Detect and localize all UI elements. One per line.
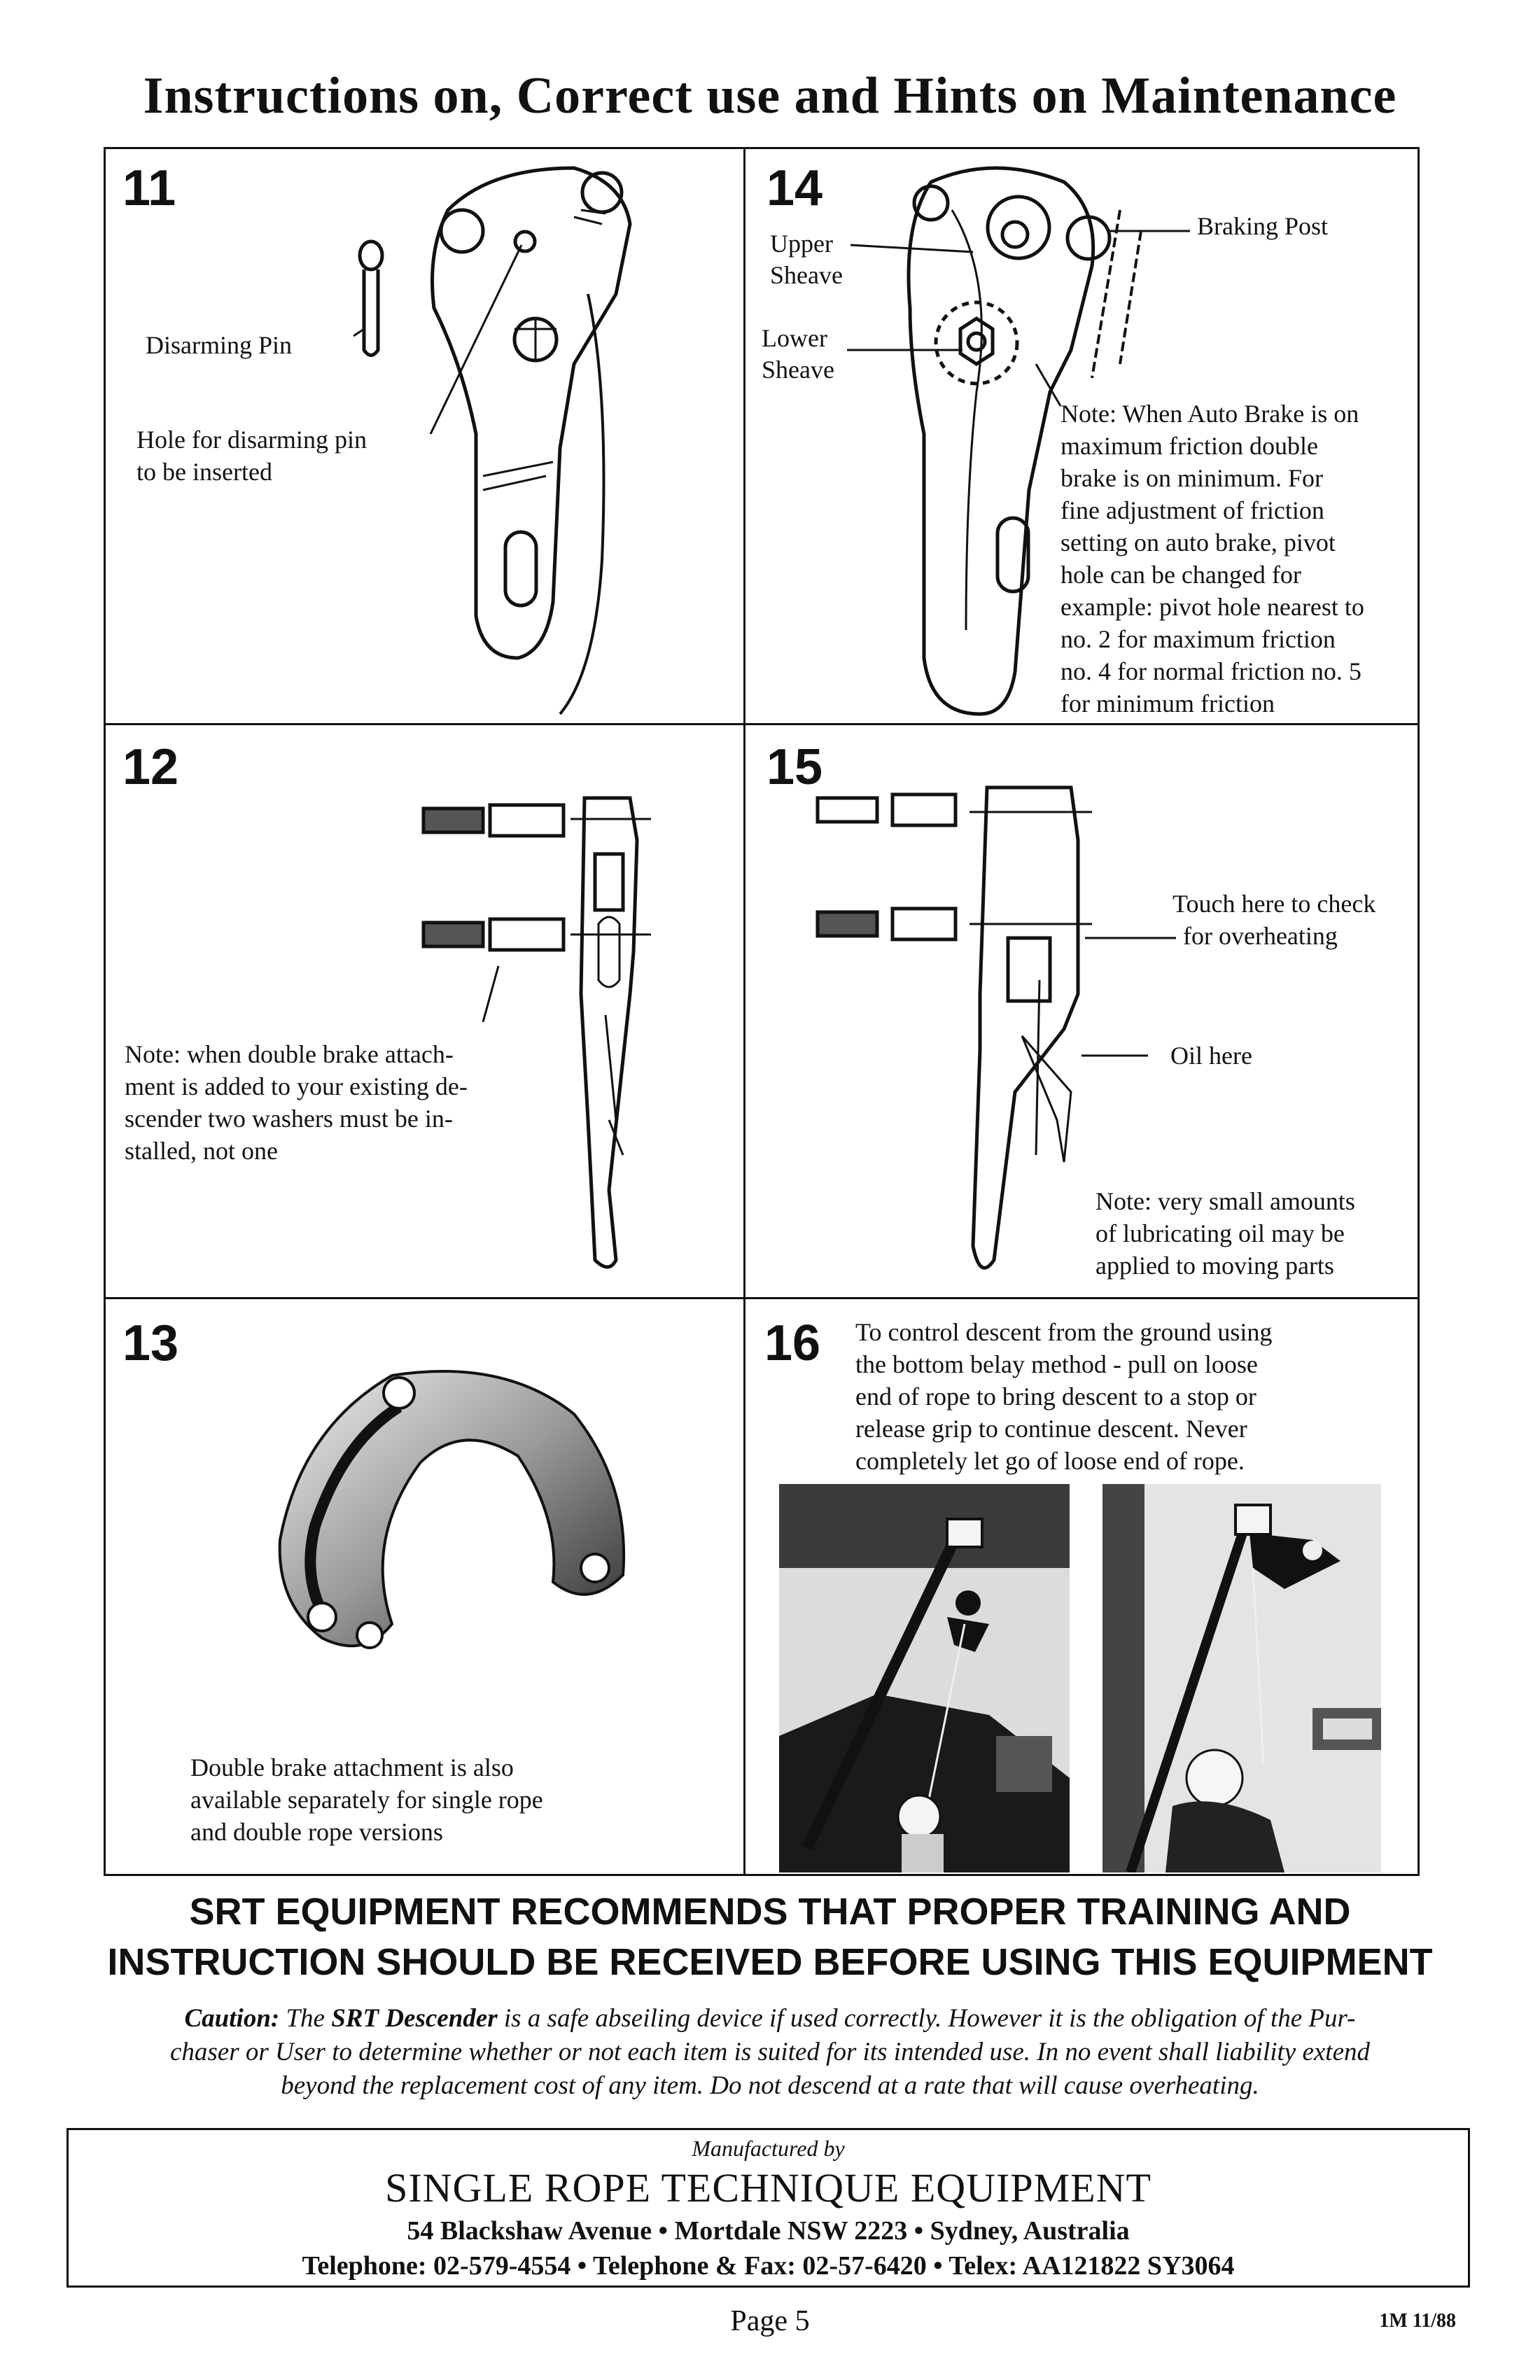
company-address: 54 Blackshaw Avenue • Mortdale NSW 2223 • Sydney, Australia bbox=[407, 2216, 1130, 2246]
note-line: of lubricating oil may be bbox=[1096, 1219, 1345, 1247]
training-recommendation bbox=[0, 1886, 1540, 1987]
note-line: Note: very small amounts bbox=[1096, 1187, 1355, 1215]
caption-line: available separately for single rope bbox=[190, 1786, 543, 1814]
panel-16-number: 16 bbox=[764, 1315, 821, 1371]
caution-line: chaser or User to determine whether or not each item is suited for its intended use. In no event shall liability extend bbox=[169, 2038, 1371, 2066]
label-hole-disarming-pin-1: Hole for disarming pin bbox=[136, 426, 367, 454]
note-line: fine adjustment of friction bbox=[1060, 496, 1324, 524]
panel-12-number: 12 bbox=[122, 739, 179, 795]
label-touch-overheating-2: for overheating bbox=[1183, 922, 1338, 950]
note-line: no. 2 for maximum friction bbox=[1060, 625, 1336, 653]
belay-photo-left bbox=[779, 1484, 1070, 1872]
caption-line: and double rope versions bbox=[190, 1818, 443, 1846]
panel-11-number: 11 bbox=[122, 160, 176, 216]
caution-line: is a safe abseiling device if used correctly. However it is the obligation of the Pur- bbox=[497, 2004, 1356, 2033]
label-upper-sheave-2: Sheave bbox=[770, 261, 843, 289]
note-line: maximum friction double bbox=[1060, 432, 1318, 460]
text-line: completely let go of loose end of rope. bbox=[855, 1447, 1245, 1475]
text-line: To control descent from the ground using bbox=[855, 1318, 1273, 1346]
company-name: SINGLE ROPE TECHNIQUE EQUIPMENT bbox=[385, 2165, 1152, 2211]
note-line: setting on auto brake, pivot bbox=[1060, 528, 1336, 556]
panel-16-text bbox=[855, 1316, 1408, 1477]
note-line: stalled, not one bbox=[125, 1137, 278, 1165]
note-line: no. 4 for normal friction no. 5 bbox=[1060, 657, 1362, 685]
recommend-line: SRT EQUIPMENT RECOMMENDS THAT PROPER TRAINING AND bbox=[189, 1891, 1351, 1933]
caption-line: Double brake attachment is also bbox=[190, 1754, 514, 1782]
manufacturer-box bbox=[66, 2128, 1470, 2288]
label-lower-sheave-2: Sheave bbox=[762, 356, 834, 384]
panel-13-number: 13 bbox=[122, 1315, 179, 1371]
belay-photo-right bbox=[1102, 1484, 1381, 1872]
panel-14-number: 14 bbox=[766, 160, 823, 216]
note-line: brake is on minimum. For bbox=[1060, 464, 1323, 492]
recommend-line: INSTRUCTION SHOULD BE RECEIVED BEFORE USING THIS EQUIPMENT bbox=[107, 1941, 1433, 1983]
manufactured-by: Manufactured by bbox=[692, 2136, 845, 2161]
label-touch-overheating-1: Touch here to check bbox=[1172, 890, 1376, 918]
label-disarming-pin: Disarming Pin bbox=[146, 331, 293, 359]
note-line: Note: when double brake attach- bbox=[125, 1040, 454, 1068]
text-line: release grip to continue descent. Never bbox=[855, 1415, 1247, 1443]
caution-pre: The bbox=[279, 2004, 332, 2033]
note-line: for minimum friction bbox=[1060, 690, 1275, 718]
caution-line: beyond the replacement cost of any item. Do not descend at a rate that will cause overheating. bbox=[281, 2071, 1259, 2100]
note-line: ment is added to your existing de- bbox=[125, 1072, 468, 1100]
label-upper-sheave-1: Upper bbox=[770, 230, 833, 258]
print-code: 1M 11/88 bbox=[1379, 2310, 1456, 2332]
label-braking-post: Braking Post bbox=[1197, 212, 1329, 240]
label-lower-sheave-1: Lower bbox=[762, 324, 827, 352]
caution-product: SRT Descender bbox=[331, 2004, 498, 2033]
label-oil-here: Oil here bbox=[1170, 1042, 1252, 1070]
text-line: end of rope to bring descent to a stop or bbox=[855, 1382, 1256, 1410]
note-line: scender two washers must be in- bbox=[125, 1105, 453, 1133]
text-line: the bottom belay method - pull on loose bbox=[855, 1350, 1258, 1378]
note-line: example: pivot hole nearest to bbox=[1060, 593, 1364, 621]
note-line: applied to moving parts bbox=[1096, 1252, 1334, 1280]
panel-15-number: 15 bbox=[766, 739, 823, 795]
page-title: Instructions on, Correct use and Hints on Maintenance bbox=[143, 67, 1397, 125]
note-line: Note: When Auto Brake is on bbox=[1060, 400, 1359, 428]
label-hole-disarming-pin-2: to be inserted bbox=[136, 458, 272, 486]
caution-text bbox=[74, 2002, 1466, 2103]
page-number: Page 5 bbox=[730, 2305, 810, 2337]
company-telephone: Telephone: 02-579-4554 • Telephone & Fax: 02-57-6420 • Telex: AA121822 SY3064 bbox=[302, 2251, 1235, 2281]
caution-label: Caution: bbox=[184, 2004, 280, 2033]
panel-13-caption bbox=[190, 1751, 680, 1848]
note-line: hole can be changed for bbox=[1060, 561, 1301, 589]
